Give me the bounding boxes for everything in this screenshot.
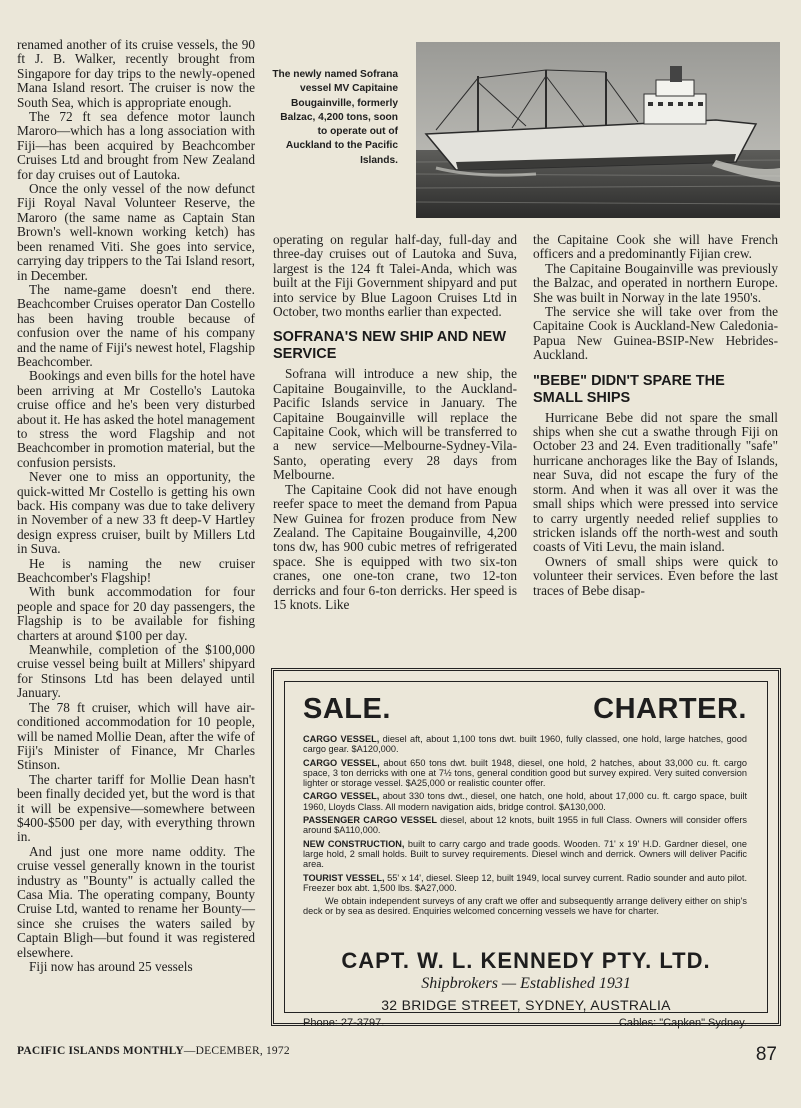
company-cables: Cables: "Capken" Sydney. <box>618 1017 747 1029</box>
page-footer <box>17 1045 290 1057</box>
paragraph: Meanwhile, completion of the $100,000 cruise vessel being built at Millers' shipyard for Stinsons Ltd has been delayed until January. <box>17 642 255 701</box>
paragraph: The service she will take over from the Capitaine Cook is Auckland-New Caledonia-Papua New Guinea-BSIP-New Hebrides-Auckland. <box>533 304 778 363</box>
vessel-type: PASSENGER CARGO VESSEL <box>303 815 437 826</box>
paragraph: Never one to miss an opportunity, the quick-witted Mr Costello is getting his own back. His company was due to take delivery in November of a new 33 ft deep-V Hartley design express cruiser, built by Millers Ltd in Suva. <box>17 469 255 557</box>
paragraph: Owners of small ships were quick to volunteer their services. Even before the last traces of Bebe disap- <box>533 553 778 598</box>
paragraph: With bunk accommodation for four people and space for 20 day passengers, the Flagship is to be available for fishing charters at around $100 per day. <box>17 584 255 643</box>
page-number: 87 <box>755 1044 777 1065</box>
vessel-type: TOURIST VESSEL, <box>303 872 385 883</box>
paragraph: Hurricane Bebe did not spare the small ships when she cut a swathe through Fiji on October 23 and 24. Even traditionally "safe" hurricane anchorages like the Bay of Islands, near Suva, did not escape the fury of the storm. And when it was all over it was the small ships which were pressed into service to carry urgently needed relief supplies to stricken islands off the north-west and south coasts of Viti Levu, the main island. <box>533 409 778 555</box>
article-column-1 <box>17 38 255 974</box>
ad-survey-note: We obtain independent surveys of any craft we offer and subsequently arrange delivery either on ship's deck or by sea as desired. Enquiries welcomed concerning vessels we have for charter. <box>303 896 747 917</box>
paragraph: Bookings and even bills for the hotel have been arriving at Mr Costello's Lautoka cruise office and he's been very disturbed about it. He has asked the hotel management to stress the word Flagship and not Beachcomber in promotion material, but the confusion persists. <box>17 368 255 470</box>
vessel-listing <box>303 873 747 894</box>
paragraph: And just one more name oddity. The cruise vessel generally known in the tourist industry as "Bounty" is actually called the Casa Mia. The operating company, Bounty Cruise Ltd, wanted to rename her Bounty—since she cruises the waters sailed by Captain Bligh—but found it was registered elsewhere. <box>17 843 255 960</box>
paragraph: The name-game doesn't end there. Beachcomber Cruises operator Dan Costello has been having trouble because of confusion over the name of his company and the name of Fiji's newest hotel, Flagship Beachcomber. <box>17 281 255 369</box>
ad-sale-heading: SALE. <box>303 693 391 725</box>
ship-photo <box>416 42 780 218</box>
issue-date: —DECEMBER, 1972 <box>183 1045 290 1057</box>
vessel-description: 55' x 14', diesel. Sleep 12, built 1949, local survey current. Radio sounder and auto pilot. Freezer box abt. 1,500 lbs. $A27,000. <box>303 872 747 893</box>
article-column-3 <box>533 233 778 598</box>
vessel-description: built to carry cargo and trade goods. Wooden. 71' x 19' H.D. Gardner diesel, one large hold, 2 small holds. Built to survey requirements. Diesel winch and derrick. Owners will deliver Pacific area. <box>303 838 748 870</box>
vessel-listing <box>303 791 747 812</box>
paragraph: operating on regular half-day, full-day and three-day cruises out of Lautoka and Suva, largest is the 124 ft Talei-Anda, which was built at the Fiji Government shipyard and put into service by Blue Lagoon Cruises Ltd in October, two months earlier than expected. <box>273 232 517 320</box>
section-heading-sofrana: SOFRANA'S NEW SHIP AND NEW SERVICE <box>273 329 507 363</box>
vessel-type: CARGO VESSEL, <box>303 734 380 744</box>
vessel-description: about 330 tons dwt., diesel, one hatch, one hold, about 17,000 cu. ft. cargo space, built 1960, Lloyds Class. All modern navigation aids, bridge control. $A130,000. <box>303 791 747 812</box>
paragraph: The 72 ft sea defence motor launch Maroro—which has a long association with Fiji—has been acquired by Beachcomber Cruises Ltd and brought from New Zealand for day cruises out of Lautoka. <box>17 109 255 182</box>
paragraph: renamed another of its cruise vessels, the 90 ft J. B. Walker, recently brought from Singapore for day trips to the newly-opened Mana Island resort. The cruiser is now the South Sea, which is appropriate enough. <box>17 37 255 110</box>
section-heading-bebe: "BEBE" DIDN'T SPARE THE SMALL SHIPS <box>533 372 725 406</box>
paragraph: the Capitaine Cook she will have French officers and a predominantly Fijian crew. <box>533 232 778 262</box>
vessel-listing <box>303 758 747 789</box>
company-phone: Phone: 27-3797. <box>303 1017 385 1029</box>
company-tagline: Shipbrokers — Established 1931 <box>421 975 631 992</box>
ship-illustration <box>416 42 780 218</box>
advertisement-inner-border <box>284 681 768 1029</box>
vessel-type: CARGO VESSEL, <box>303 757 380 768</box>
vessel-listing <box>303 734 747 755</box>
paragraph: Once the only vessel of the now defunct Fiji Royal Naval Volunteer Reserve, the Maroro (the same name as Captain Stan Brown's well-known working ketch) has been renamed Viti. She goes into service, carrying day trippers to the Tai Island resort, in December. <box>17 181 255 283</box>
company-name: CAPT. W. L. KENNEDY PTY. LTD. <box>341 948 711 973</box>
vessel-listing <box>303 839 747 870</box>
paragraph: The Capitaine Bougainville was previously the Balzac, and operated in northern Europe. She was built in Norway in the late 1950's. <box>533 260 778 305</box>
ad-charter-heading: CHARTER. <box>593 693 747 725</box>
paragraph: Sofrana will introduce a new ship, the Capitaine Bougainville, to the Auckland-Pacific Islands service in January. The Capitaine Bougainville will replace the Capitaine Cook, which will be transferred to a new service—Melbourne-Sydney-Vila-Santo, operating every 28 days from Melbourne. <box>273 366 517 483</box>
article-column-2 <box>273 233 517 612</box>
vessel-type: NEW CONSTRUCTION, <box>303 838 405 849</box>
paragraph: The charter tariff for Mollie Dean hasn't been finally decided yet, but the word is that it will be expensive—somewhere between $400-$500 per day, with everything thrown in. <box>17 771 255 845</box>
paragraph: He is naming the new cruiser Beachcomber's Flagship! <box>17 555 255 586</box>
paragraph: The Capitaine Cook did not have enough reefer space to meet the demand from Papua New Guinea for frozen produce from New Zealand. The Capitaine Bougainville, 4,200 tons dw, has 900 cubic metres of refrigerated space. She is equipped with two six-ton cranes, one one-ton crane, two 12-ton derricks and four 6-ton derricks. Her speed is 15 knots. Like <box>273 481 517 612</box>
paragraph: Fiji now has around 25 vessels <box>29 959 193 974</box>
paragraph: The 78 ft cruiser, which will have air-conditioned accommodation for 10 people, will be named Mollie Dean, after the wife of Fiji's Minister of Finance, Mr Charles Stinson. <box>17 699 255 773</box>
vessel-listing <box>303 815 747 836</box>
company-address: 32 BRIDGE STREET, SYDNEY, AUSTRALIA <box>381 997 671 1013</box>
vessel-type: CARGO VESSEL, <box>303 791 380 802</box>
photo-caption: The newly named Sofrana vessel MV Capitaine Bougainville, formerly Balzac, 4,200 tons, soon to operate out of Auckland to the Pacific Islands. <box>272 69 398 166</box>
vessel-description: diesel aft, about 1,100 tons dwt. built 1960, fully classed, one hold, large hatches, good cargo gear. $A120,000. <box>303 734 748 755</box>
publication-name: PACIFIC ISLANDS MONTHLY <box>17 1045 184 1057</box>
shipbroker-advertisement <box>271 668 781 1029</box>
vessel-description: diesel, about 12 knots, built 1955 in full Class. Owners will consider offers around $A110,000. <box>303 815 747 836</box>
vessel-listings <box>303 734 747 917</box>
vessel-description: about 650 tons dwt. built 1948, diesel, one hold, 2 hatches, about 33,000 cu. ft. cargo space, 3 ton derricks with one at 7½ tons, general condition good but survey expired. Very suited conversion lighter or storage vessel. $A25,000 or realistic counter offer. <box>303 757 747 789</box>
